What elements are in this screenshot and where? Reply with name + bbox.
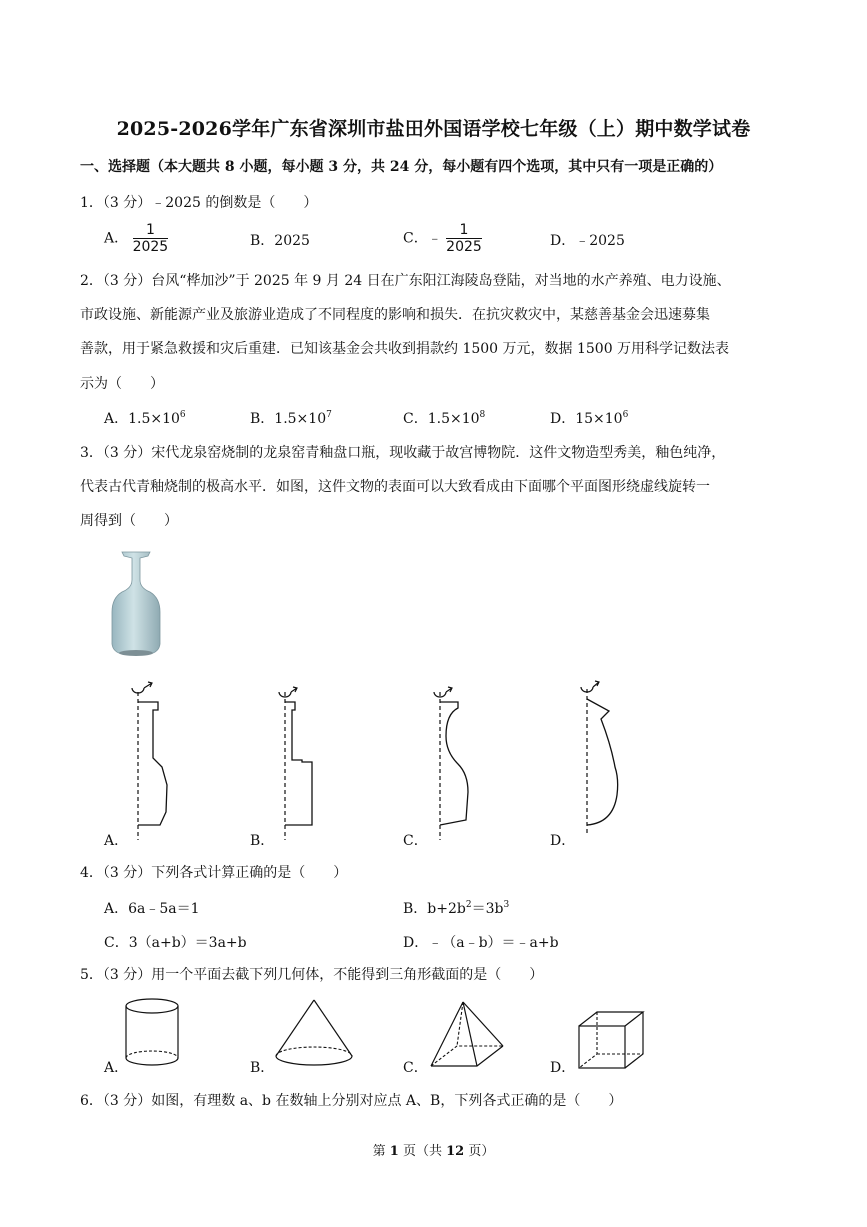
- q5-option-d: D．: [550, 1060, 576, 1076]
- q2-option-c: [403, 408, 485, 428]
- cylinder-figure: [120, 996, 190, 1071]
- q5-option-a: A．: [104, 1060, 129, 1076]
- option-text: B．b+2b: [403, 901, 466, 917]
- footer-text: 页（共: [398, 1144, 447, 1159]
- footer-text: 页）: [464, 1144, 495, 1159]
- footer-text: 第: [372, 1144, 390, 1159]
- exponent: 7: [326, 410, 332, 420]
- question-6-stem: 6．（3 分）如图，有理数 a、b 在数轴上分别对应点 A、B，下列各式正确的是（ ）: [80, 1093, 623, 1109]
- question-3-line: 代表古代青釉烧制的极高水平．如图，这件文物的表面可以大致看成由下面哪个平面图形绕虚线旋转一: [80, 479, 710, 495]
- fraction: [133, 222, 169, 255]
- q2-option-d: [550, 408, 628, 428]
- q2-option-b: [250, 408, 332, 428]
- question-3-line: 3．（3 分）宋代龙泉窑烧制的龙泉窑青釉盘口瓶，现收藏于故宫博物院．这件文物造型秀美，釉色纯净，: [80, 445, 726, 461]
- page-number: 1: [389, 1144, 399, 1159]
- q4-option-d: D．﹣（a﹣b）＝﹣a+b: [403, 935, 559, 951]
- question-2-line: 善款，用于紧急救援和灾后重建．已知该基金会共收到捐款约 1500 万元，数据 1500 万用科学记数法表: [80, 341, 730, 357]
- option-label: A．: [104, 230, 129, 247]
- q2-option-a: [104, 408, 186, 428]
- exponent: 8: [479, 410, 486, 420]
- q4-option-b: [403, 898, 509, 918]
- q1-option-c: [403, 222, 482, 255]
- exponent: 2: [465, 900, 472, 910]
- option-text: A．1.5×10: [104, 411, 180, 427]
- numerator: 1: [133, 222, 169, 239]
- section-heading: 一、选择题（本大题共 8 小题，每小题 3 分，共 24 分，每小题有四个选项，其中只有一项是正确的）: [80, 159, 723, 175]
- question-2-line: 市政设施、新能源产业及旅游业造成了不同程度的影响和损失．在抗灾救灾中，某慈善基金会迅速募集: [80, 307, 710, 323]
- q1-option-d: D．﹣2025: [550, 233, 625, 249]
- question-4-stem: 4．（3 分）下列各式计算正确的是（ ）: [80, 865, 348, 881]
- q3-figure-d: [565, 675, 655, 840]
- q3-option-b: B．: [250, 833, 275, 849]
- q3-figure-c: [410, 680, 500, 845]
- pyramid-figure: [425, 996, 510, 1071]
- question-1-stem: 1．（3 分）﹣2025 的倒数是（ ）: [80, 195, 318, 211]
- option-text: B．1.5×10: [250, 411, 327, 427]
- question-3-line: 周得到（ ）: [80, 513, 178, 529]
- cone-figure: [270, 996, 360, 1071]
- q1-option-b: B．2025: [250, 233, 310, 249]
- q3-option-c: C．: [403, 833, 428, 849]
- q5-option-b: B．: [250, 1060, 275, 1076]
- option-text: D．15×10: [550, 411, 623, 427]
- fraction: [446, 222, 482, 255]
- exponent: 3: [503, 900, 510, 910]
- denominator: 2025: [132, 239, 169, 255]
- q3-option-d: D．: [550, 833, 576, 849]
- vase-photo: [104, 548, 168, 658]
- q4-option-a: A．6a﹣5a＝1: [104, 901, 200, 917]
- exponent: 6: [179, 410, 186, 420]
- page-title: 2025-2026学年广东省深圳市盐田外国语学校七年级（上）期中数学试卷: [116, 118, 751, 140]
- q3-option-a: A．: [104, 833, 129, 849]
- question-2-line: 2．（3 分）台风“桦加沙”于 2025 年 9 月 24 日在广东阳江海陵岛登陆，对当地的水产养殖、电力设施、: [80, 273, 731, 289]
- q1-option-a: [104, 222, 168, 255]
- total-pages: 12: [446, 1144, 465, 1159]
- q3-figure-b: [255, 680, 345, 845]
- page-footer: [0, 1140, 867, 1159]
- cube-figure: [575, 1008, 650, 1073]
- denominator: 2025: [446, 239, 482, 255]
- option-text: C．1.5×10: [403, 411, 480, 427]
- question-2-line: 示为（ ）: [80, 376, 164, 392]
- option-text: ＝3b: [471, 901, 504, 917]
- q5-option-c: C．: [403, 1060, 428, 1076]
- numerator: 1: [446, 222, 482, 239]
- exponent: 6: [622, 410, 629, 420]
- option-label: C．﹣: [403, 230, 442, 247]
- q3-figure-a: [100, 680, 190, 845]
- q4-option-c: C．3（a+b）＝3a+b: [104, 935, 247, 951]
- question-5-stem: 5．（3 分）用一个平面去截下列几何体，不能得到三角形截面的是（ ）: [80, 967, 544, 983]
